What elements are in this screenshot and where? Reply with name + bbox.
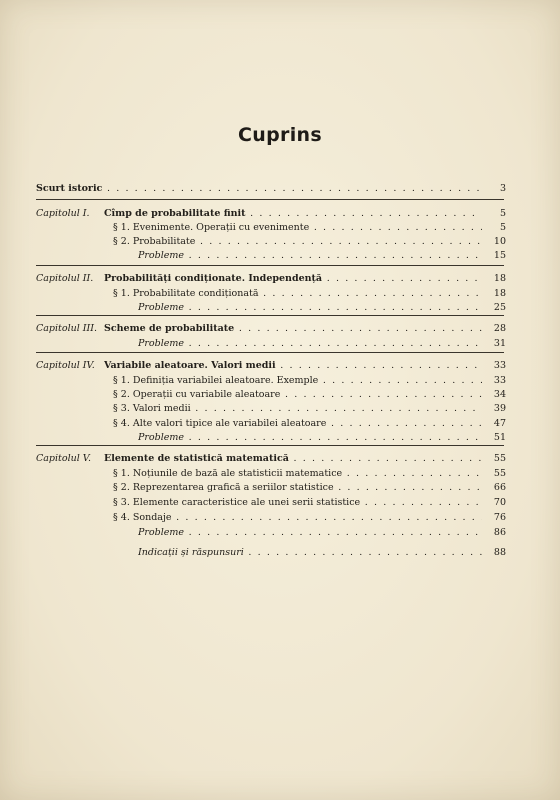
toc-entry (36, 388, 506, 402)
toc-entry-title: Cîmp de probabilitate finit . . . (104, 207, 482, 221)
page-number: 34 (493, 389, 506, 400)
toc-entry-title: Probleme . . . (138, 249, 482, 263)
page-title: Cuprins (238, 124, 322, 146)
toc-entry-title: Scheme de probabilitate . . . (104, 322, 482, 336)
toc-entry-title: § 4. Alte valori tipice ale variabilei aleatoare . . . (113, 417, 482, 431)
toc-entry (36, 221, 506, 235)
toc-entry (36, 272, 506, 286)
toc-entry (36, 359, 506, 373)
page-number: 5 (499, 222, 506, 233)
toc-entry-title: § 1. Noțiunile de bază ale statisticii matematice . . . (113, 467, 482, 481)
chapter-label: Capitolul I. (36, 208, 90, 219)
toc-entry-title: Probleme . . . (138, 301, 482, 315)
toc-entry (36, 207, 506, 221)
page-number: 33 (493, 375, 506, 386)
page-number: 18 (493, 288, 506, 299)
toc-entry (36, 287, 506, 301)
page-number: 3 (499, 183, 506, 194)
page-number: 76 (493, 512, 506, 523)
toc-entry (36, 182, 506, 196)
toc-entry (36, 467, 506, 481)
toc-entry (36, 337, 506, 351)
toc-entry-title: § 2. Probabilitate . . . (113, 235, 482, 249)
toc-entry-title: Scurt istoric . . . (36, 182, 482, 196)
toc-entry-title: Elemente de statistică matematică . . . (104, 452, 482, 466)
page-number: 51 (493, 432, 506, 443)
toc-entry (36, 402, 506, 416)
page-number: 47 (493, 418, 506, 429)
page-number: 31 (493, 338, 506, 349)
toc-entry (36, 431, 506, 445)
page-number: 15 (493, 250, 506, 261)
page-number: 28 (493, 323, 506, 334)
page-number: 33 (493, 360, 506, 371)
page-number: 88 (493, 547, 506, 558)
toc-entry-title: Indicații și răspunsuri . . . (138, 546, 482, 560)
chapter-label: Capitolul II. (36, 273, 94, 284)
toc-entry (36, 481, 506, 495)
page-number: 70 (493, 497, 506, 508)
toc-entry (36, 526, 506, 540)
toc-entry (36, 301, 506, 315)
toc-entry-title: Probleme . . . (138, 431, 482, 445)
toc-entry-title: § 1. Probabilitate condiționată . . . (113, 287, 482, 301)
toc-entry-title: § 1. Definiția variabilei aleatoare. Exemple . . . (113, 374, 482, 388)
toc-entry-title: § 4. Sondaje . . . (113, 511, 482, 525)
section-divider (36, 352, 504, 353)
chapter-label: Capitolul III. (36, 323, 98, 334)
page-number: 25 (493, 302, 506, 313)
toc-entry (36, 322, 506, 336)
page-number: 39 (493, 403, 506, 414)
toc-entry (36, 452, 506, 466)
toc-entry (36, 511, 506, 525)
chapter-label: Capitolul V. (36, 453, 92, 464)
toc-entry-title: Probleme . . . (138, 526, 482, 540)
toc-entry (36, 546, 506, 560)
page-number: 10 (493, 236, 506, 247)
toc-entry-title: Probleme . . . (138, 337, 482, 351)
section-divider (36, 199, 504, 200)
toc-entry (36, 249, 506, 263)
toc-entry (36, 496, 506, 510)
toc-entry-title: § 3. Valori medii . . . (113, 402, 482, 416)
toc-entry (36, 417, 506, 431)
page-number: 66 (493, 482, 506, 493)
toc-entry-title: § 1. Evenimente. Operații cu evenimente . . . (113, 221, 482, 235)
toc-entry-title: Variabile aleatoare. Valori medii . . . (104, 359, 482, 373)
section-divider (36, 445, 504, 446)
toc-entry (36, 235, 506, 249)
chapter-label: Capitolul IV. (36, 360, 95, 371)
page-number: 86 (493, 527, 506, 538)
toc-entry-title: § 2. Reprezentarea grafică a seriilor statistice . . . (113, 481, 482, 495)
toc-entry-title: § 3. Elemente caracteristice ale unei serii statistice . . . (113, 496, 482, 510)
page-number: 5 (499, 208, 506, 219)
page-number: 55 (493, 453, 506, 464)
section-divider (36, 265, 504, 266)
section-divider (36, 315, 504, 316)
toc-entry-title: § 2. Operații cu variabile aleatoare . . . (113, 388, 482, 402)
toc-entry (36, 374, 506, 388)
page-number: 55 (493, 468, 506, 479)
toc-entry-title: Probabilități condiționate. Independență . . . (104, 272, 482, 286)
page-number: 18 (493, 273, 506, 284)
